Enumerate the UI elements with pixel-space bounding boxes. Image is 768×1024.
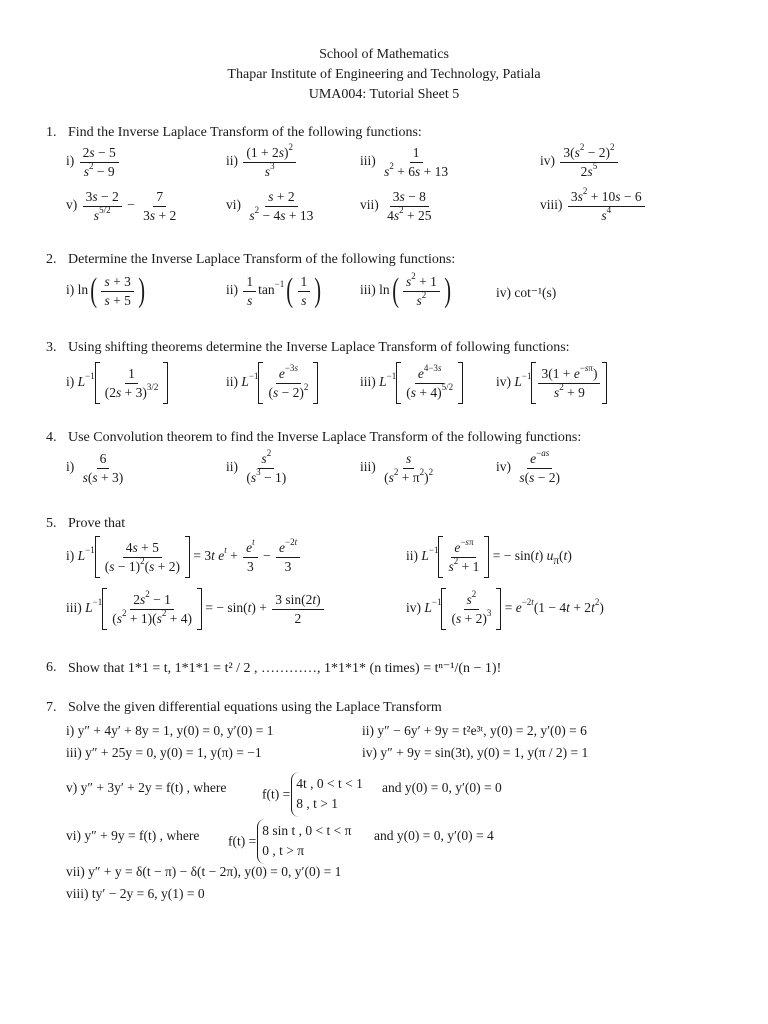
q4-iii: iii) $\frac{s}{(s^2 + \pi^2)^2}$ — [360, 451, 434, 485]
q4-iv: iv) $\frac{e^{-as}}{s(s - 2)}$ — [496, 448, 561, 485]
q7-ii: ii) y″ − 6y′ + 9y = t²e³ᵗ, y(0) = 2, y′(0) = 6 — [362, 723, 587, 738]
q1-iv: iv) $\frac{3(s^2 - 2)^2}{2s^5}$ — [540, 146, 620, 178]
q2-iii: iii) ln( $\frac{s^2 + 1}{s^2}$ ) — [360, 271, 451, 309]
q7-text: Solve the given differential equations using the Laplace Transform — [68, 700, 442, 715]
sheet-title: UMA004: Tutorial Sheet 5 — [308, 87, 460, 102]
q7-vii: vii) y″ + y = δ(t − π) − δ(t − 2π), y(0) = 0, y′(0) = 1 — [66, 864, 342, 879]
q3-i: i) $L^{-1}$ $\frac{1}{(2s + 3)^{3/2}}$ — [66, 362, 168, 404]
q3-iv: iv) $L^{-1}$ $\frac{3(1 + e^{-s\pi})}{s^2 + 9}$ — [496, 362, 607, 404]
q7-viii: viii) ty′ − 2y = 6, y(1) = 0 — [66, 886, 205, 901]
q2-number: 2. — [46, 252, 57, 267]
q1-v: v) $\frac{3s - 2}{s^{5/2}}$ − $\frac{7}{3s + 2}$ — [66, 189, 177, 223]
q7-vi-piecewise: f(t) = 8 sin t , 0 < t < π 0 , t > π — [228, 819, 351, 864]
q7-number: 7. — [46, 700, 57, 715]
q3-number: 3. — [46, 340, 57, 355]
school-name: School of Mathematics — [319, 47, 449, 62]
q1-viii: viii) $\frac{3s^2 + 10s - 6}{s^4}$ — [540, 190, 647, 222]
q2-text: Determine the Inverse Laplace Transform of the following functions: — [68, 252, 456, 267]
q5-iii: iii) $L^{-1}$ $\frac{2s^2 - 1}{(s^2 + 1)(s^2 + 4)}$ = − sin(t) + $\frac{3 \sin(2t)}{2}$ — [66, 588, 326, 630]
q4-text: Use Convolution theorem to find the Inverse Laplace Transform of the following functions: — [68, 430, 582, 445]
q3-ii: ii) $L^{-1}$ $\frac{e^{-3s}}{(s - 2)^2}$ — [226, 362, 318, 404]
q7-iv: iv) y″ + 9y = sin(3t), y(0) = 1, y(π / 2) = 1 — [362, 745, 589, 760]
q6-number: 6. — [46, 660, 57, 675]
q5-iv: iv) $L^{-1}$ $\frac{s^2}{(s + 2)^3}$ = $e^{-2t}(1 - 4t + 2t^2)$ — [406, 588, 604, 630]
q5-text: Prove that — [68, 516, 126, 531]
q1-i: i) $\frac{2s - 5}{s^2 - 9}$ — [66, 146, 121, 178]
q5-number: 5. — [46, 516, 57, 531]
q1-vii: vii) $\frac{3s - 8}{4s^2 + 25}$ — [360, 189, 432, 223]
q7-i: i) y″ + 4y′ + 8y = 1, y(0) = 0, y′(0) = 1 — [66, 723, 274, 738]
q1-iii: iii) $\frac{1}{s^2 + 6s + 13}$ — [360, 145, 449, 179]
q2-ii: ii) $\frac{1}{s}$ $\tan^{-1}$( $\frac{1}{s}$ ) — [226, 272, 322, 309]
institute-name: Thapar Institute of Engineering and Technology, Patiala — [227, 67, 541, 82]
q7-v-piecewise: f(t) = 4t , 0 < t < 1 8 , t > 1 — [262, 772, 363, 817]
q6-text: Show that 1*1 = t, 1*1*1 = t² / 2 , …………, 1*1*1* (n times) = tⁿ⁻¹/(n − 1)! — [68, 661, 502, 676]
q7-vi-conditions: and y(0) = 0, y′(0) = 4 — [374, 828, 494, 843]
q2-i: i) ln( $\frac{s + 3}{s + 5}$ ) — [66, 272, 145, 309]
q4-ii: ii) $\frac{s^2}{(s^3 - 1)}$ — [226, 448, 287, 485]
q7-vi: vi) y″ + 9y = f(t) , where — [66, 828, 200, 843]
q2-iv: iv) cot⁻¹(s) — [496, 285, 557, 300]
q3-iii: iii) $L^{-1}$ $\frac{e^{4-3s}}{(s + 4)^{5/2}}$ — [360, 362, 463, 404]
q7-v: v) y″ + 3y′ + 2y = f(t) , where — [66, 780, 227, 795]
q1-vi: vi) $\frac{s + 2}{s^2 - 4s + 13}$ — [226, 189, 314, 223]
q1-number: 1. — [46, 125, 57, 140]
q3-text: Using shifting theorems determine the Inverse Laplace Transform of following functions: — [68, 340, 570, 355]
q1-text: Find the Inverse Laplace Transform of the following functions: — [68, 125, 422, 140]
q7-iii: iii) y″ + 25y = 0, y(0) = 1, y(π) = −1 — [66, 745, 262, 760]
q5-i: i) $L^{-1}$ $\frac{4s + 5}{(s - 1)^2(s + 2)}$ = 3t $e^t$ + $\frac{e^t}{3}$ − $\frac{e^{-2t}}{3}$ — [66, 536, 302, 578]
q4-i: i) $\frac{6}{s(s + 3)}$ — [66, 451, 124, 485]
q7-v-conditions: and y(0) = 0, y′(0) = 0 — [382, 780, 502, 795]
q4-number: 4. — [46, 430, 57, 445]
q1-ii: ii) $\frac{(1 + 2s)^2}{s^3}$ — [226, 146, 298, 178]
q5-ii: ii) $L^{-1}$ $\frac{e^{-s\pi}}{s^2 + 1}$ = − sin(t) $u_\pi(t)$ — [406, 536, 572, 578]
